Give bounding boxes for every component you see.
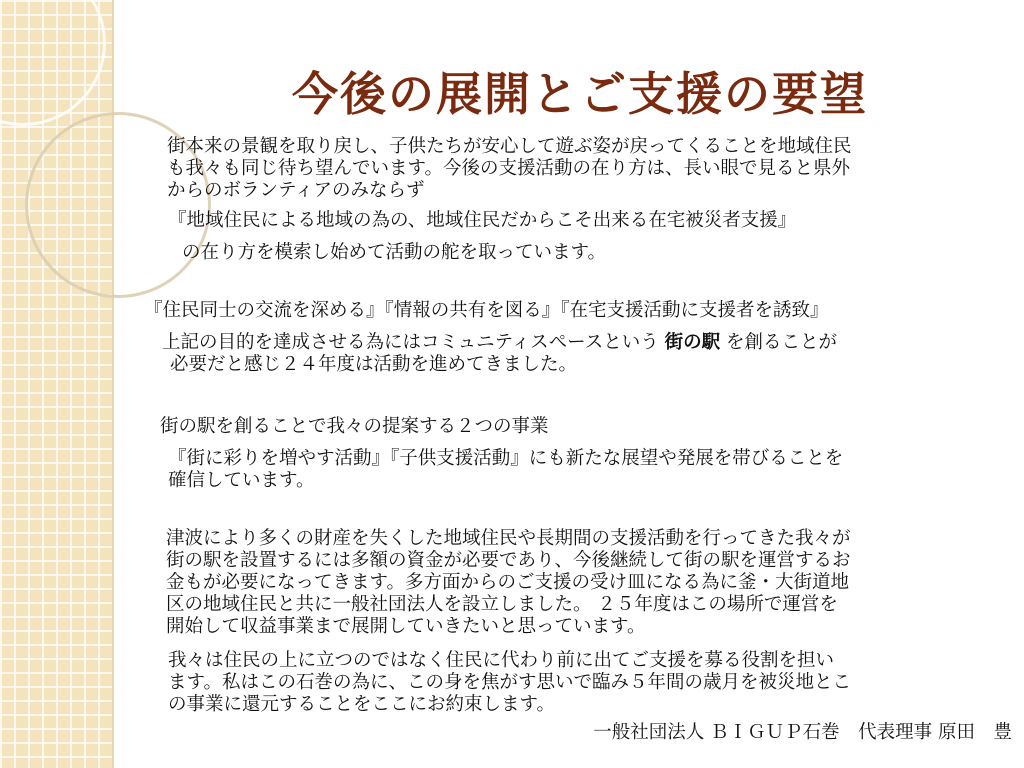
paragraph-projects-outlook: 『街に彩りを増やす活動』『子供支援活動』にも新たな展望や発展を帯びることを 確信しています。	[168, 448, 844, 491]
paragraph-two-projects: 街の駅を創ることで我々の提案する２つの事業	[160, 416, 549, 437]
slide-title: 今後の展開とご支援の要望	[292, 67, 868, 121]
paragraph-funding: 津波により多くの財産を失くした地域住民や長期間の支援活動を行ってきた我々が 街の駅を設置するには多額の資金が必要であり、今後継続して街の駅を運営するお 金もが必要になってきます。多方面からのご支援の受け皿になる為に釜・大街道地 区の地域住民と共に一般社団法人を設立しました。 ２５年度はこの場所で運営を 開始して収益事業まで展開していきたいと思っています。	[166, 528, 851, 637]
decorative-side-panel	[0, 0, 114, 768]
decorative-ring	[0, 0, 106, 126]
paragraph-commitment: 我々は住民の上に立つのではなく住民に代わり前に出てご支援を募る役割を担い ます。私はこの石巻の為に、この身を焦がす思いで臨み５年間の歳月を被災地とこ の事業に還元することをここにお約束します。	[168, 650, 852, 715]
purpose-text-before: 上記の目的を達成させる為にはコミュニティスペースという	[162, 332, 665, 353]
paragraph-direction: の在り方を模索し始めて活動の舵を取っています。	[182, 242, 607, 263]
paragraph-quote-support: 『地域住民による地域の為の、地域住民だからこそ出来る在宅被災者支援』	[168, 210, 797, 231]
paragraph-purpose-line1	[162, 332, 837, 354]
signature: 一般社団法人 ＢＩＧＵＰ石巻 代表理事 原田 豊	[593, 722, 1012, 743]
paragraph-purpose-line2: 必要だと感じ２４年度は活動を進めてきました。	[170, 354, 578, 375]
paragraph-goals: 『住民同士の交流を深める』『情報の共有を図る』『在宅支援活動に支援者を誘致』	[144, 300, 829, 321]
emphasis-machi-no-eki: 街の駅	[664, 332, 721, 353]
paragraph-intro: 街本来の景観を取り戻し、子供たちが安心して遊ぶ姿が戻ってくることを地域住民 も我々も同じ待ち望んでいます。今後の支援活動の在り方は、長い眼で見ると県外 からのボランティアのみならず	[167, 136, 852, 201]
purpose-text-after: を創ることが	[720, 332, 838, 353]
